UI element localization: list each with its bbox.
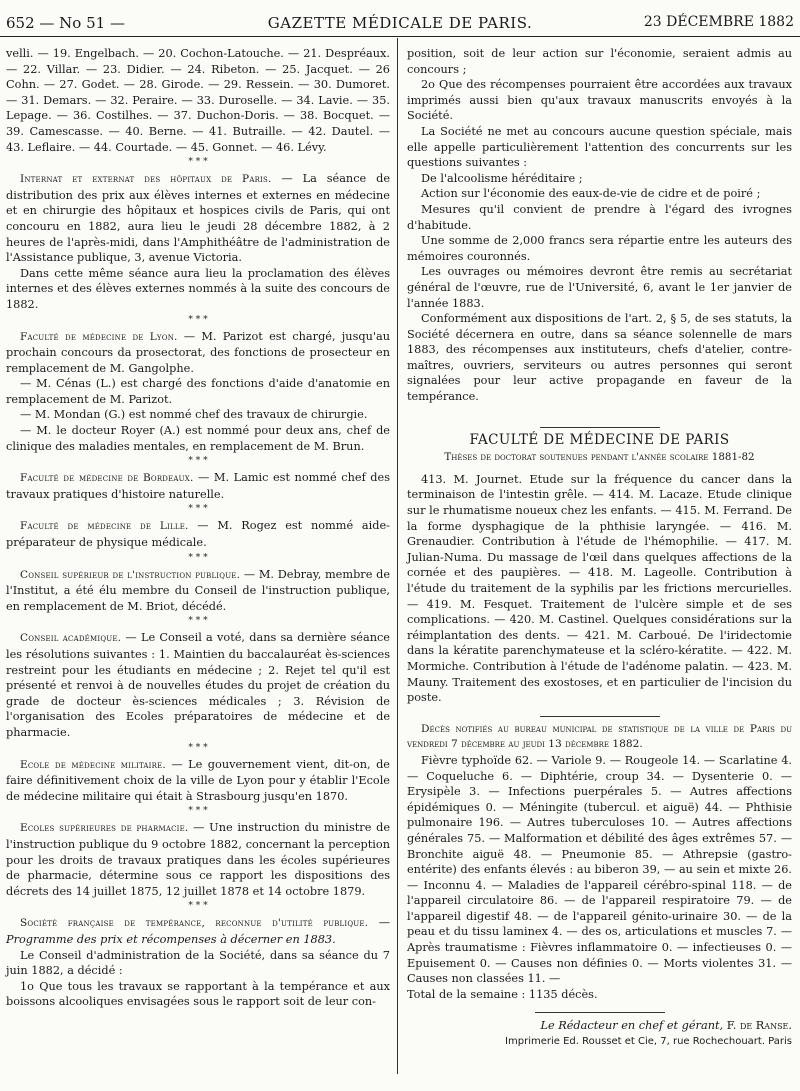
section-heading: Internat et externat des hôpitaux de Paris.: [20, 173, 272, 186]
editor-name: F. de Ranse.: [726, 1019, 792, 1033]
section-stars: * * *: [188, 456, 208, 467]
right-column: [407, 46, 792, 1050]
section-heading: Faculté de médecine de Bordeaux.: [20, 472, 194, 485]
section-heading: Faculté de médecine de Lille.: [20, 520, 189, 533]
header-rule: [0, 36, 800, 37]
lyon-paragraph: — M. Mondan (G.) est nommé chef des travaux de chirurgie.: [20, 408, 368, 422]
theses-list: 413. M. Journet. Etude sur la fréquence du cancer dans la terminaison de l'intestin grêle. — 414. M. Lacaze. Etude clinique sur le rhumatisme noueux chez les enfants. — 415. M. Ferrand. De la forme dysphagique de la phthisie laryngée. — 416. M. Grenaudier. Contribution à l'étude de l'hémophilie. — 417. M. Julian-Numa. Du massage de l'œil dans quelques affections de la cornée et des paupières. — 418. M. Lageolle. Contribution à l'étude du traitement de la syphilis par les frictions mercurielles. — 419. M. Fesquet. Traitement de l'ulcère simple et de ses complications. — 420. M. Castinel. Quelques considérations sur la réimplantation des dents. — 421. M. Carboué. De l'iridectomie dans la kératite parenchymateuse et la scléro-kératite. — 422. M. Mormiche. Contribution à l'étude de l'adénome palatin. — 423. M. Mauny. Traitement des exostoses, et en particulier de l'incision du poste.: [407, 472, 792, 705]
internat-section: Internat et externat des hôpitaux de Paris. — La séance de distribution des prix aux élèves internes et externes en médecine et en chirurgie des hôpitaux et hospices civils de Paris, qui ont concouru en 1882, aura lieu le jeudi 28 décembre 1882, à 2 heures de l'après-midi, dans l'Amphithéâtre de l'administration de l'Assistance publique, 3, avenue Victoria.: [6, 172, 391, 265]
names-list: velli. — 19. Engelbach. — 20. Cochon-Latouche. — 21. Despréaux. — 22. Villar. — 23. Didier. — 24. Ribeton. — 25. Jacquet. — 26 Cohn. — 27. Godet. — 28. Girode. — 29. Ressein. — 30. Dumoret. — 31. Demars. — 32. Peraire. — 33. Duroselle. — 34. Lavie. — 35. Lepage. — 36. Costilhes. — 37. Duchon-Doris. — 38. Bocquet. — 39. Camescasse. — 40. Berne. — 41. Butraille. — 42. Dautel. — 43. Leflaire. — 44. Courtade. — 45. Gonnet. — 46. Lévy.: [6, 47, 390, 154]
section-stars: * * *: [188, 901, 208, 912]
left-column: [6, 46, 390, 1010]
issue-date: 23 DÉCEMBRE 1882: [643, 14, 794, 30]
section-heading: Ecole de médecine militaire.: [20, 758, 166, 771]
temperance-paragraph: 2o Que des récompenses pourraient être accordées aux travaux imprimés aussi bien qu'aux travaux manuscrits envoyés à la Société.: [407, 78, 792, 123]
editor-signature: Le Rédacteur en chef et gérant, F. de Ranse.: [540, 1019, 792, 1033]
section-subheading: — Programme des prix et récompenses à décerner en 1883.: [6, 916, 390, 946]
temperance-continued: position, soit de leur action sur l'économie, seraient admis au concours ;: [407, 47, 792, 76]
temperance-section: [6, 915, 390, 947]
section-heading: Conseil supérieur de l'instruction publique.: [20, 568, 241, 581]
printer-line: Imprimerie Ed. Rousset et Cie, 7, rue Rochechouart. Paris: [505, 1036, 792, 1048]
section-heading: Conseil académique.: [20, 632, 122, 645]
bordeaux-section: Faculté de médecine de Bordeaux. — M. Lamic est nommé chef des travaux pratiques d'histoire naturelle.: [6, 471, 391, 501]
question-item: De l'alcoolisme héréditaire ;: [421, 171, 583, 185]
section-rule: [540, 716, 660, 717]
column-divider: [397, 38, 398, 1074]
lyon-paragraph: — M. le docteur Royer (A.) est nommé pour deux ans, chef de clinique des maladies mentales, en remplacement de M. Brun.: [6, 424, 390, 453]
lille-section: Faculté de médecine de Lille. — M. Rogez est nommé aide-préparateur de physique médicale.: [6, 519, 390, 550]
temperance-paragraph: La Société ne met au concours aucune question spéciale, mais elle appelle particulièrement l'attention des concurrents sur les questions suivantes :: [407, 124, 792, 170]
section-heading: Ecoles supérieures de pharmacie.: [20, 822, 189, 835]
section-heading: Faculté de médecine de Lyon.: [20, 330, 178, 343]
deces-total: Total de la semaine : 1135 décès.: [407, 987, 598, 1001]
section-stars: * * *: [188, 552, 208, 563]
ecoles-pharmacie-section: Ecoles supérieures de pharmacie. — Une instruction du ministre de l'instruction publique du 9 octobre 1882, concernant la perception pour les droits de travaux pratiques dans les écoles supérieures de pharmacie, détermine sous ce rapport les dispositions des décrets des 14 juillet 1875, 12 juillet 1878 et 14 octobre 1879.: [6, 821, 390, 898]
temperance-paragraph: 1o Que tous les travaux se rapportant à la tempérance et aux boissons alcooliques envisagées sous le rapport soit de leur con-: [6, 979, 390, 1009]
internat-paragraph: Dans cette même séance aura lieu la proclamation des élèves internes et des élèves externes nommés à la suite des concours de 1882.: [6, 266, 390, 311]
lyon-section: Faculté de médecine de Lyon. — M. Parizot est chargé, jusqu'au prochain concours da prosectorat, des fonctions de prosecteur en remplacement de M. Gangolphe.: [6, 329, 391, 375]
section-heading: Société française de tempérance, reconnue d'utilité publique.: [20, 917, 369, 930]
page-header: [0, 14, 800, 34]
temperance-paragraph: Une somme de 2,000 francs sera répartie entre les auteurs des mémoires couronnés.: [407, 234, 792, 263]
temperance-paragraph: Les ouvrages ou mémoires devront être remis au secrétariat général de l'œuvre, rue de l'Université, 6, avant le 1er janvier de l'année 1883.: [407, 265, 792, 310]
lyon-paragraph: — M. Cénas (L.) est chargé des fonctions d'aide d'anatomie en remplacement de M. Parizot.: [6, 377, 390, 406]
ecole-militaire-section: Ecole de médecine militaire. — Le gouvernement vient, dit-on, de faire définitivement choix de la ville de Lyon pour y établir l'Ecole de médecine militaire qui était à Strasbourg jusqu'en 1870.: [6, 757, 390, 803]
section-stars: * * *: [188, 504, 208, 515]
theses-subtitle: Thèses de doctorat soutenues pendant l'année scolaire 1881-82: [444, 451, 755, 464]
journal-title: GAZETTE MÉDICALE DE PARIS.: [267, 14, 533, 32]
conseil-academique-section: Conseil académique. — Le Conseil a voté, dans sa dernière séance les résolutions suivantes : 1. Maintien du baccalauréat ès-sciences restreint pour les étudiants en médecine ; 2. Rejet tel qu'il est présenté et renvoi à de nouvelles études du projet de création du grade de docteur ès-sciences médicales ; 3. Révision de l'organisation des Ecoles préparatoires de médecine et de pharmacie.: [6, 631, 390, 739]
conseil-superieur-section: Conseil supérieur de l'instruction publique. — M. Debray, membre de l'Institut, a été élu membre du Conseil de l'instruction publique, en remplacement de M. Briot, décédé.: [6, 567, 391, 613]
section-rule: [540, 427, 660, 428]
section-stars: * * *: [188, 157, 208, 168]
section-stars: * * *: [188, 314, 208, 325]
section-stars: * * *: [188, 616, 208, 627]
temperance-paragraph: Conformément aux dispositions de l'art. 2, § 5, de ses statuts, la Société décernera en outre, dans sa séance solennelle de mars 1883, des récompenses aux instituteurs, chefs d'atelier, contre-maîtres, ouvriers, serviteurs ou autres personnes qui seront signalées pour leur active propagande en faveur de la tempérance.: [407, 312, 792, 404]
page-number: 652 — No 51 —: [6, 14, 125, 32]
question-item: Mesures qu'il convient de prendre à l'égard des ivrognes d'habitude.: [407, 202, 792, 232]
temperance-paragraph: Le Conseil d'administration de la Société, dans sa séance du 7 juin 1882, a décidé :: [6, 948, 390, 978]
faculte-paris-title: FACULTÉ DE MÉDECINE DE PARIS: [469, 431, 730, 448]
section-stars: * * *: [188, 742, 208, 753]
question-item: Action sur l'économie des eaux-de-vie de cidre et de poiré ;: [421, 187, 761, 201]
section-rule: [535, 1012, 665, 1013]
deces-statistics: Fièvre typhoïde 62. — Variole 9. — Rougeole 14. — Scarlatine 4. — Coqueluche 6. — Diphtérie, croup 34. — Dysenterie 0. — Erysipèle 3. — Infections puerpérales 5. — Autres affections épidémiques 0. — Méningite (tubercul. et aiguë) 44. — Phthisie pulmonaire 196. — Autres tuberculoses 10. — Autres affections générales 75. — Malformation et débilité des âges extrêmes 57. — Bronchite aiguë 48. — Pneumonie 85. — Athrepsie (gastro-entérite) des enfants élevés : au biberon 39, — au sein et mixte 26. — Inconnu 4. — Maladies de l'appareil cérébro-spinal 118. — de l'appareil circulatoire 86. — de l'appareil respiratoire 79. — de l'appareil digestif 48. — de l'appareil génito-urinaire 30. — de la peau et du tissu laminex 4. — des os, articulations et muscles 7. — Après traumatisme : Fièvres inflammatoire 0. — infectieuses 0. — Epuisement 0. — Causes non définies 0. — Morts violentes 31. — Causes non classées 11. —: [407, 753, 792, 986]
deces-title: Décès notifiés au bureau municipal de statistique de la ville de Paris du vendredi 7 décembre au jeudi 13 décembre 1882.: [407, 722, 792, 751]
section-stars: * * *: [188, 806, 208, 817]
